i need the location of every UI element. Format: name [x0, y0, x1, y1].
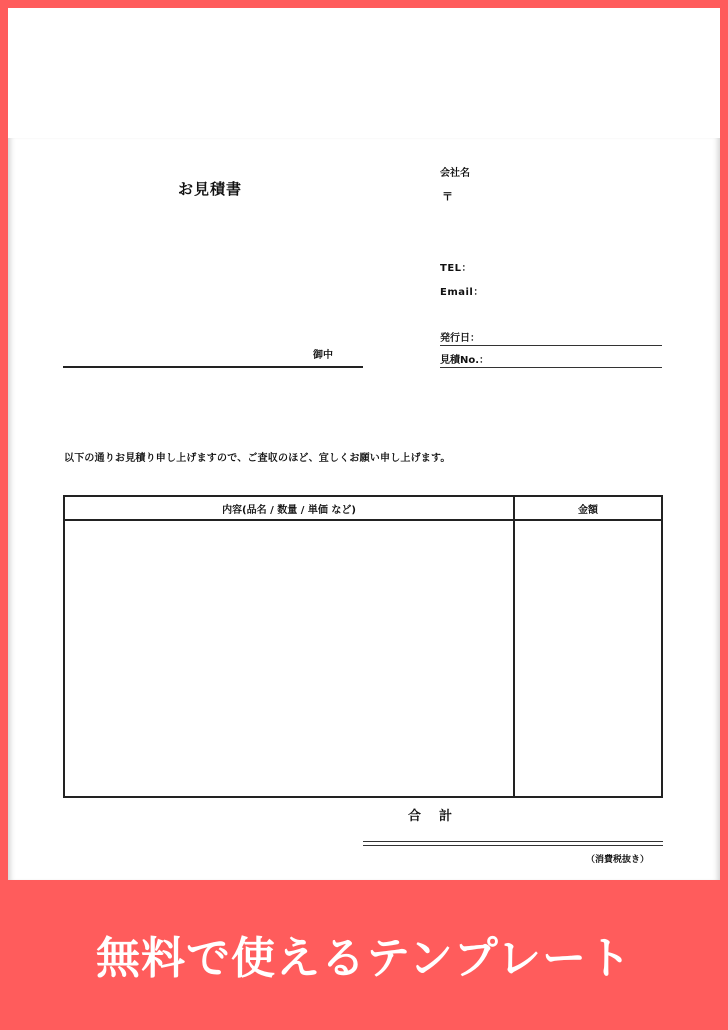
promo-banner	[0, 880, 728, 1030]
company-name-label: 会社名	[440, 168, 470, 179]
recipient-suffix: 御中	[313, 350, 333, 361]
tax-excluded-note: （消費税抜き）	[586, 855, 650, 865]
tel-label: TEL：	[440, 263, 473, 274]
description-column-header: 内容(品名 / 数量 / 単価 など)	[222, 505, 356, 516]
quote-number-label: 見積No.：	[440, 355, 490, 366]
total-double-rule-top	[363, 841, 663, 842]
amount-column-header: 金額	[578, 505, 598, 516]
banner-text: 無料で使えるテンプレート	[95, 933, 633, 984]
top-margin-area	[8, 8, 720, 138]
items-table	[63, 495, 663, 798]
issue-date-label: 発行日：	[440, 333, 480, 344]
quote-number-field	[440, 356, 662, 368]
quotation-page	[8, 138, 720, 880]
greeting-text: 以下の通りお見積り申し上げますので、ご査収のほど、宜しくお願い申し上げます。	[64, 453, 451, 464]
issue-date-field	[440, 334, 662, 346]
postal-mark: 〒	[442, 190, 453, 203]
total-label: 合計	[408, 809, 471, 824]
column-divider	[513, 497, 515, 796]
total-double-rule-bottom	[363, 845, 663, 846]
table-header-row	[65, 497, 661, 521]
document-title: お見積書	[178, 180, 243, 198]
email-label: Email：	[440, 287, 484, 298]
